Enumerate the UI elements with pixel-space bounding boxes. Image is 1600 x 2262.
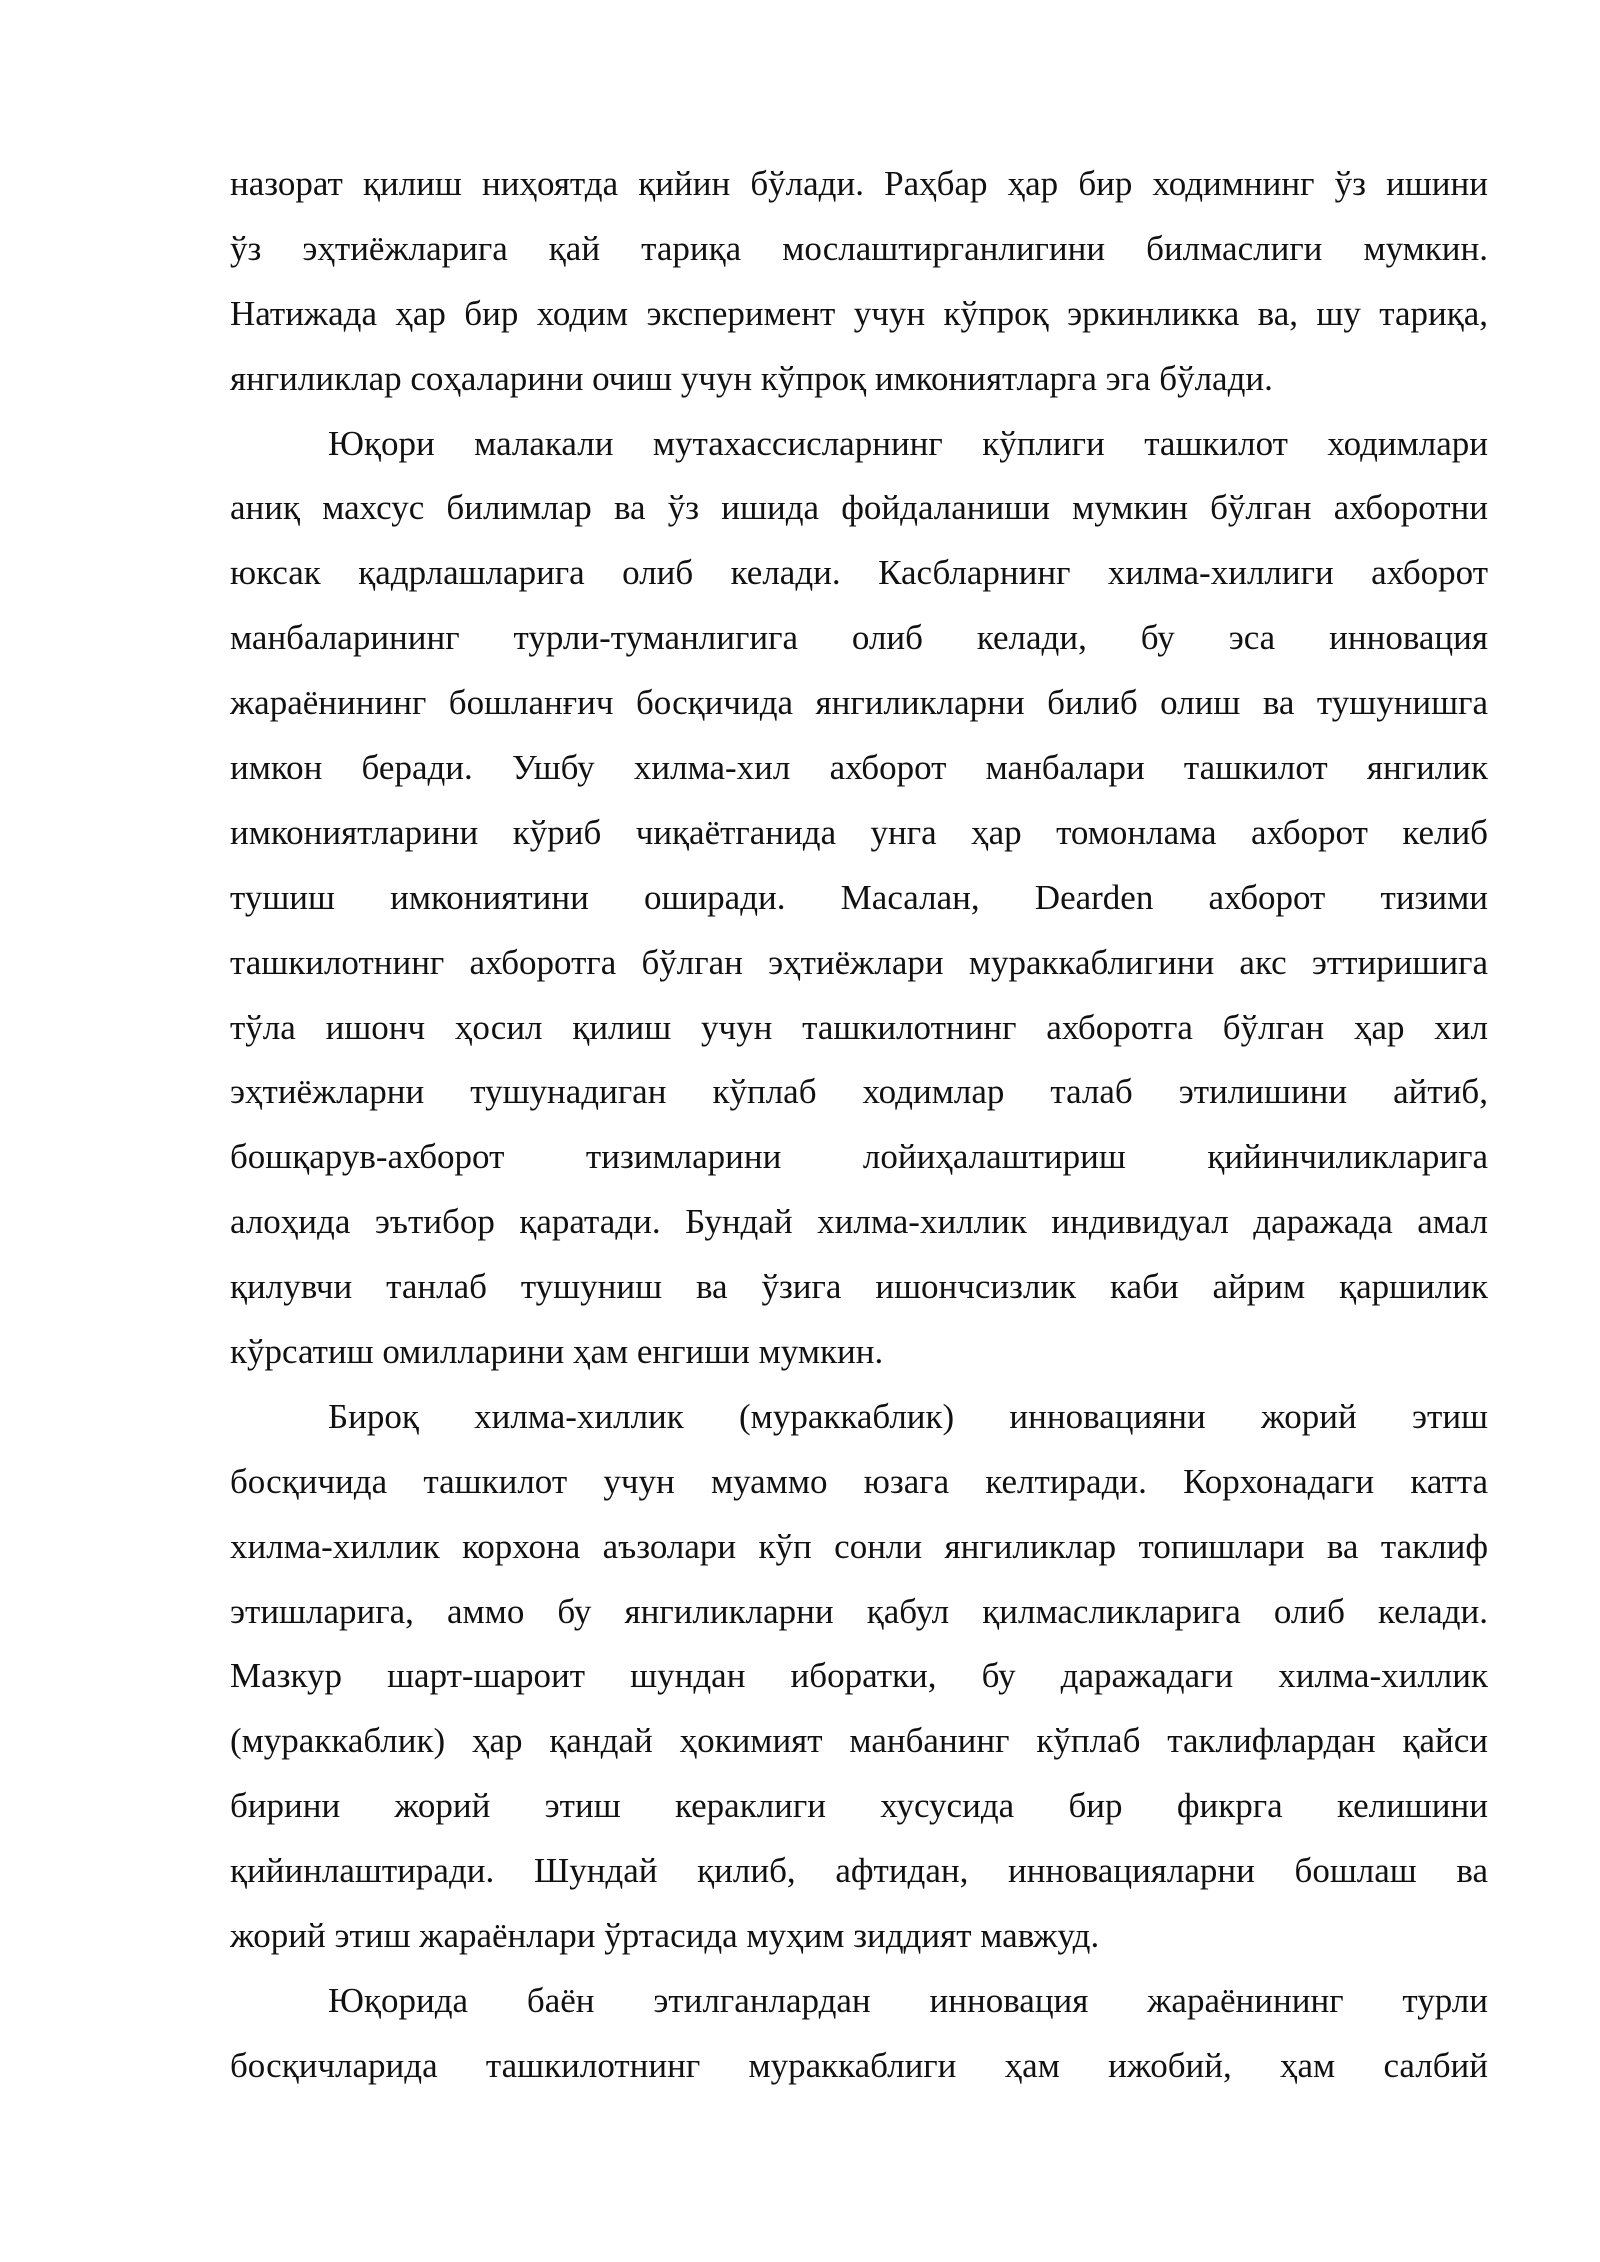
paragraph-2 xyxy=(230,412,1488,1385)
text-line: бирини жорий этиш кераклиги хусусида бир фикрга келишини xyxy=(230,1786,1488,1826)
paragraph-3 xyxy=(230,1385,1488,1969)
text-line: манбаларининг турли-туманлигига олиб келади, бу эса инновация xyxy=(230,618,1488,658)
text-line: Юқори малакали мутахассисларнинг кўплиги ташкилот ходимлари xyxy=(328,423,1488,463)
text-line: янгиликлар соҳаларини очиш учун кўпроқ имкониятларга эга бўлади. xyxy=(230,358,1273,398)
text-line: ташкилотнинг ахборотга бўлган эҳтиёжлари мураккаблигини акс эттиришига xyxy=(230,942,1488,982)
text-line: ўз эҳтиёжларига қай тариқа мослаштирганлигини билмаслиги мумкин. xyxy=(230,228,1488,268)
text-line: Бироқ хилма-хиллик (мураккаблик) инновацияни жорий этиш xyxy=(328,1396,1488,1436)
text-line: босқичида ташкилот учун муаммо юзага келтиради. Корхонадаги катта xyxy=(230,1461,1488,1501)
text-line: аниқ махсус билимлар ва ўз ишида фойдаланиши мумкин бўлган ахборотни xyxy=(230,488,1488,528)
text-line: эҳтиёжларни тушунадиган кўплаб ходимлар талаб этилишини айтиб, xyxy=(230,1072,1488,1112)
text-line: жараёнининг бошланғич босқичида янгиликларни билиб олиш ва тушунишга xyxy=(230,683,1488,723)
text-line: тўла ишонч ҳосил қилиш учун ташкилотнинг ахборотга бўлган ҳар хил xyxy=(230,1007,1488,1047)
text-line: хилма-хиллик корхона аъзолари кўп сонли янгиликлар топишлари ва таклиф xyxy=(230,1526,1488,1566)
text-line: кўрсатиш омилларини ҳам енгиши мумкин. xyxy=(230,1332,884,1372)
text-line: имкон беради. Ушбу хилма-хил ахборот манбалари ташкилот янгилик xyxy=(230,748,1488,788)
text-line: босқичларида ташкилотнинг мураккаблиги ҳам ижобий, ҳам салбий xyxy=(230,2045,1488,2085)
text-line: тушиш имкониятини оширади. Масалан, Dearden ахборот тизими xyxy=(230,877,1488,917)
text-line: этишларига, аммо бу янгиликларни қабул қилмасликларига олиб келади. xyxy=(230,1591,1488,1631)
text-line: Мазкур шарт-шароит шундан иборатки, бу даражадаги хилма-хиллик xyxy=(230,1656,1488,1696)
paragraph-1 xyxy=(230,152,1488,412)
document-body xyxy=(230,152,1488,2099)
text-line: алоҳида эътибор қаратади. Бундай хилма-хиллик индивидуал даражада амал xyxy=(230,1202,1488,1242)
text-line: Натижада ҳар бир ходим эксперимент учун кўпроқ эркинликка ва, шу тариқа, xyxy=(230,293,1488,333)
text-line: (мураккаблик) ҳар қандай ҳокимият манбанинг кўплаб таклифлардан қайси xyxy=(230,1721,1488,1761)
text-line: бошқарув-ахборот тизимларини лойиҳалаштириш қийинчиликларига xyxy=(230,1137,1488,1177)
text-line: қилувчи танлаб тушуниш ва ўзига ишончсизлик каби айрим қаршилик xyxy=(230,1267,1488,1307)
text-line: назорат қилиш ниҳоятда қийин бўлади. Раҳбар ҳар бир ходимнинг ўз ишини xyxy=(230,164,1488,203)
text-line: юксак қадрлашларига олиб келади. Касбларнинг хилма-хиллиги ахборот xyxy=(230,553,1488,593)
text-line: имкониятларини кўриб чиқаётганида унга ҳар томонлама ахборот келиб xyxy=(230,812,1488,852)
text-line: Юқорида баён этилганлардан инновация жараёнининг турли xyxy=(328,1980,1488,2020)
paragraph-4 xyxy=(230,1969,1488,2099)
text-line: қийинлаштиради. Шундай қилиб, афтидан, инновацияларни бошлаш ва xyxy=(230,1851,1488,1891)
text-line: жорий этиш жараёнлари ўртасида муҳим зиддият мавжуд. xyxy=(230,1916,1100,1956)
